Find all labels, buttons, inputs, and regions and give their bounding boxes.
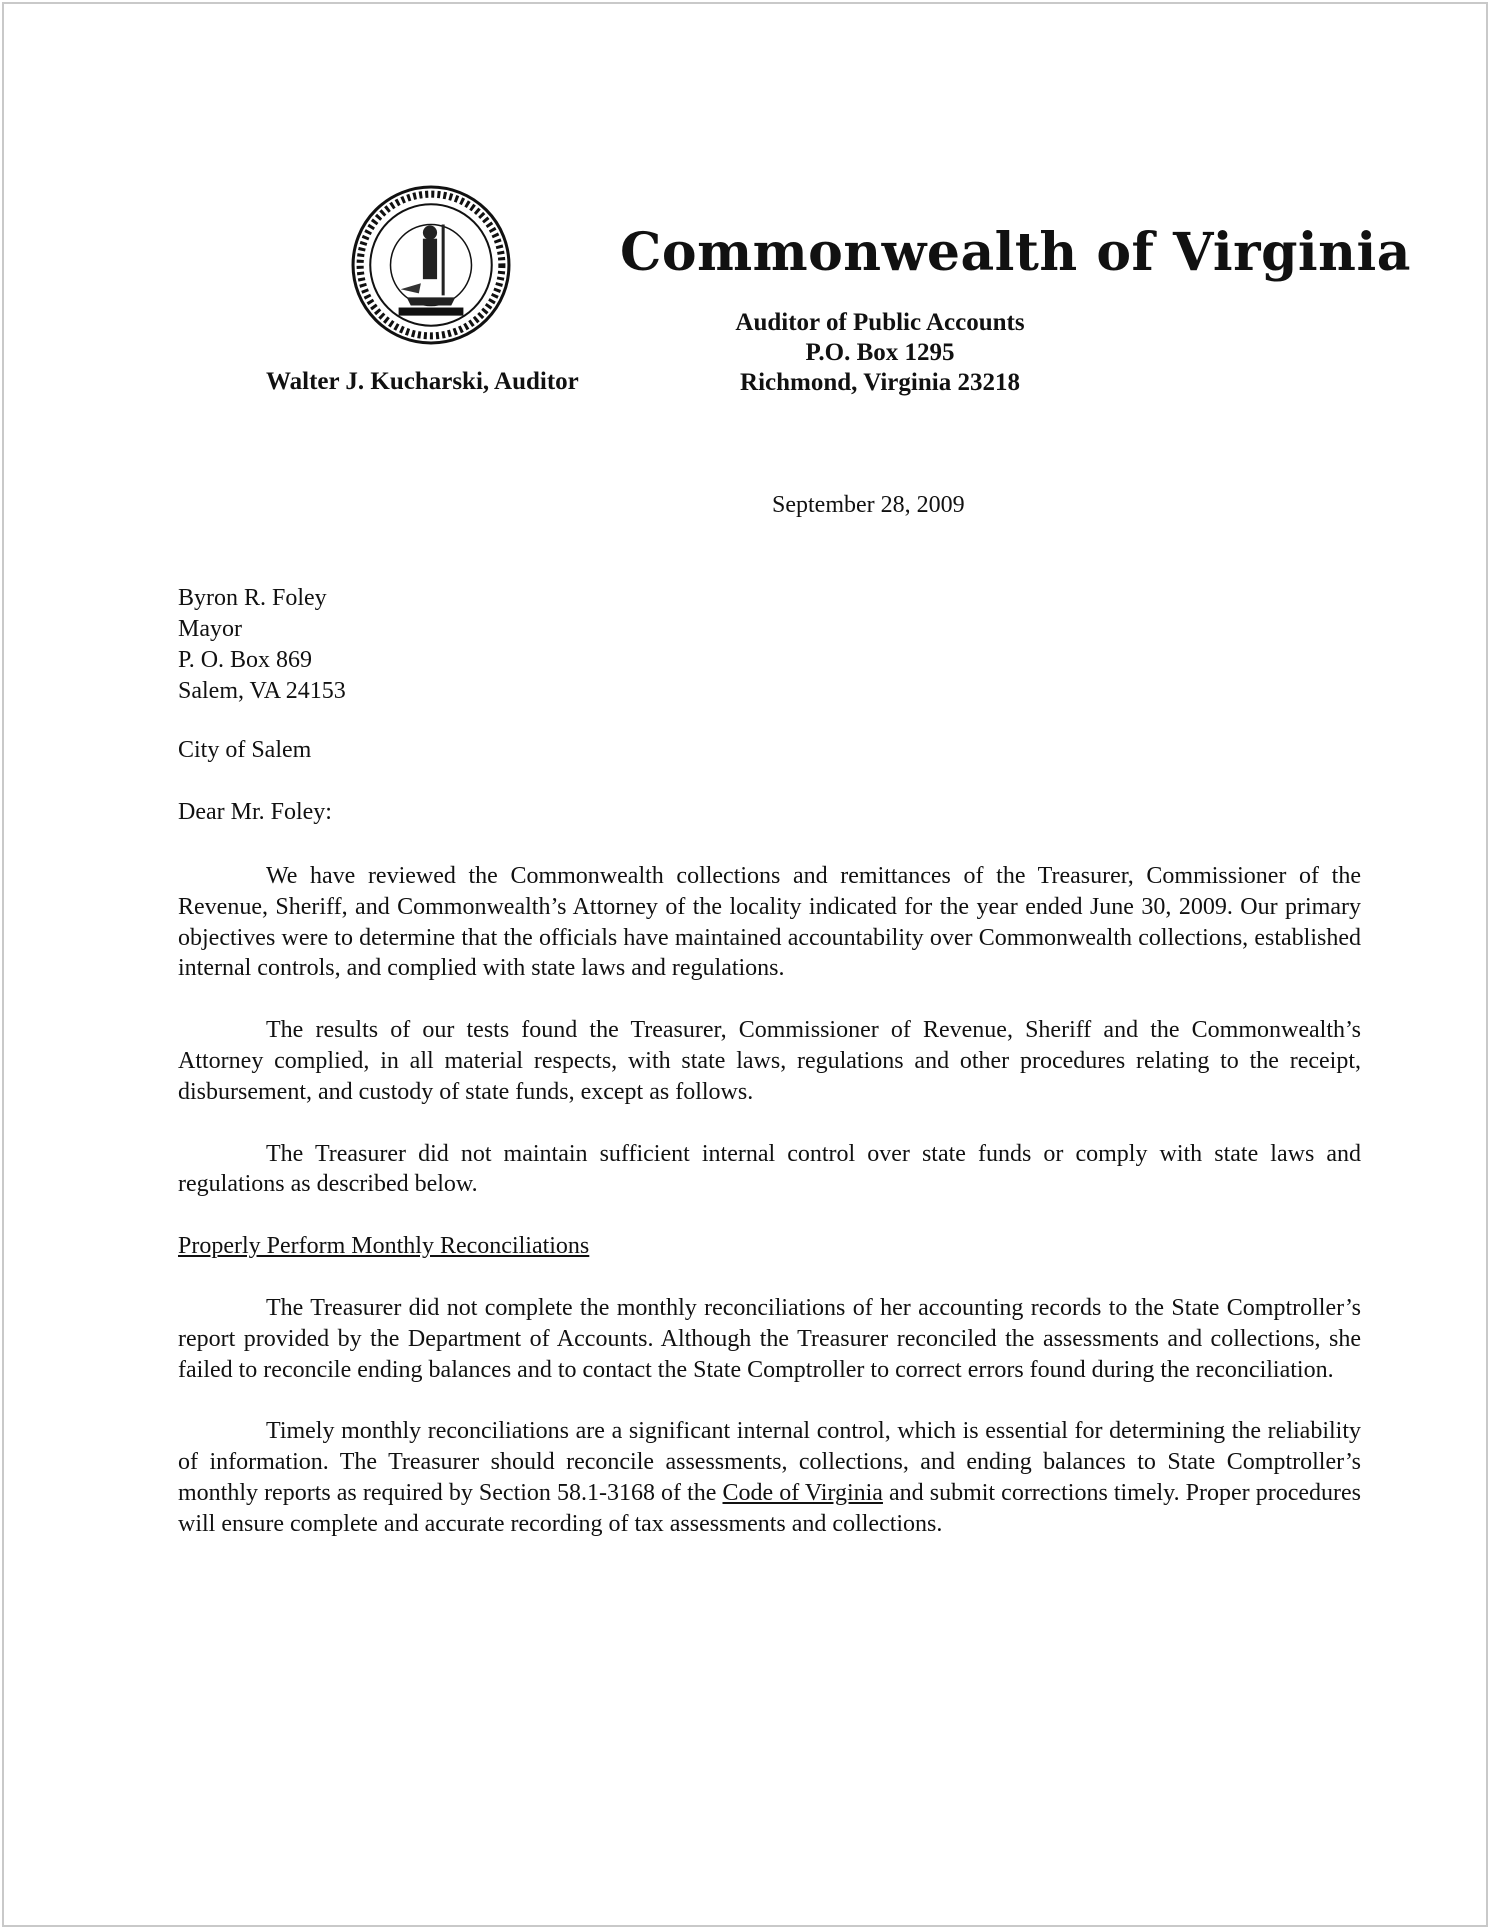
salutation: Dear Mr. Foley: bbox=[178, 799, 332, 825]
virginia-seal-icon bbox=[350, 184, 512, 346]
recipient-name: Byron R. Foley bbox=[178, 585, 327, 611]
recipient-block bbox=[178, 583, 346, 707]
code-of-virginia-reference: Code of Virginia bbox=[722, 1479, 883, 1506]
letter-date: September 28, 2009 bbox=[772, 492, 965, 518]
recipient-title: Mayor bbox=[178, 616, 242, 642]
office-city-state: Richmond, Virginia 23218 bbox=[740, 369, 1020, 396]
office-po-box: P.O. Box 1295 bbox=[805, 339, 955, 366]
recommendation-text-end: and submit corrections timely. Proper procedures will ensure complete and accurate recording of tax assessments and collections. bbox=[178, 1479, 1362, 1537]
paragraph-reconciliation-finding: The Treasurer did not complete the monthly reconciliations of her accounting records to the State Comptroller’s report provided by the Department of Accounts. Although the Treasurer reconciled the assessments and collections, she failed to reconcile ending balances and to contact the State Comptroller to correct errors found during the reconciliation. bbox=[178, 1294, 1361, 1383]
office-address-block bbox=[700, 308, 1060, 398]
paragraph-treasurer-control: The Treasurer did not maintain sufficient internal control over state funds or comply with state laws and regulations as described below. bbox=[178, 1140, 1361, 1198]
locality: City of Salem bbox=[178, 737, 312, 763]
recommendation-text-start: Timely monthly reconciliations are a significant internal control, which is essential for determining the reliability of information. The Treasurer should reconcile assessments, collections, and ending balances to State Comptroller’s monthly reports as required by Section 58.1-3168 of the bbox=[178, 1418, 1361, 1506]
masthead: Commonwealth of Virginia bbox=[620, 222, 1411, 283]
paragraph-review-scope: We have reviewed the Commonwealth collections and remittances of the Treasurer, Commissioner of the Revenue, Sheriff, and Commonwealth’s Attorney of the locality indicated for the year ended June 30, 2009. Our primary objectives were to determine that the officials have maintained accountability over Commonwealth collections, established internal controls, and complied with state laws and regulations. bbox=[178, 863, 1361, 982]
paragraph-test-results: The results of our tests found the Treasurer, Commissioner of Revenue, Sheriff and the Commonwealth’s Attorney complied, in all material respects, with state laws, regulations and other procedures relating to the receipt, disbursement, and custody of state funds, except as follows. bbox=[178, 1017, 1361, 1105]
office-name: Auditor of Public Accounts bbox=[735, 309, 1025, 336]
paragraph-recommendation bbox=[178, 1416, 1361, 1539]
recipient-address-line-1: P. O. Box 869 bbox=[178, 647, 313, 673]
section-heading: Properly Perform Monthly Reconciliations bbox=[178, 1233, 590, 1260]
recipient-address-line-2: Salem, VA 24153 bbox=[178, 678, 346, 704]
letter-body bbox=[178, 861, 1361, 1571]
auditor-name: Walter J. Kucharski, Auditor bbox=[266, 368, 579, 395]
